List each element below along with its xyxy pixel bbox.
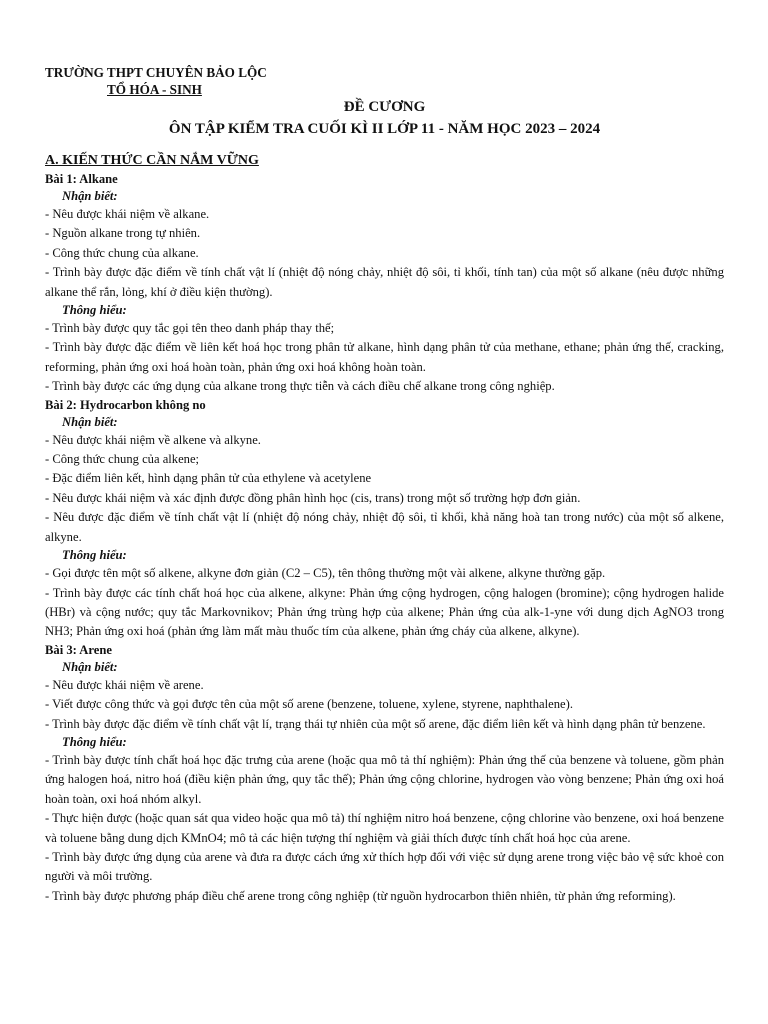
list-item: - Công thức chung của alkane. <box>45 245 199 260</box>
lesson-2-level-recognize: Nhận biết: <box>62 414 118 429</box>
lesson-3-level-understand: Thông hiểu: <box>62 734 127 749</box>
list-item: - Thực hiện được (hoặc quan sát qua video hoặc qua mô tả) thí nghiệm nitro hoá benzene, cộng chlorine vào benzene, oxi hoá benzene và toluene bằng dung dịch KMnO4; mô tả các hiện tượng thí nghiệm và giải thích được tính chất hoá học của arene. <box>45 811 724 845</box>
lesson-1-level-understand: Thông hiểu: <box>62 303 127 318</box>
list-item: - Trình bày được các ứng dụng của alkane trong thực tiễn và cách điều chế alkane trong công nghiệp. <box>45 379 555 394</box>
list-item: - Trình bày được tính chất hoá học đặc trưng của arene (hoặc qua mô tả thí nghiệm): Phản ứng thế của benzene và toluene, gồm phản ứng halogen hoá, nitro hoá (điều kiện phản ứng, quy tắc thế); Phản ứng cộng chlorine, hydrogen vào vòng benzene; Phản ứng oxi hoá hoàn toàn, oxi hoá nhóm alkyl. <box>45 752 724 806</box>
list-item: - Trình bày được quy tắc gọi tên theo danh pháp thay thế; <box>45 321 335 336</box>
document-subtitle: ÔN TẬP KIỂM TRA CUỐI KÌ II LỚP 11 - NĂM HỌC 2023 – 2024 <box>168 121 601 137</box>
lesson-2-title: Bài 2: Hydrocarbon không no <box>45 397 206 412</box>
list-item: - Nguồn alkane trong tự nhiên. <box>45 226 201 241</box>
lesson-1-level-recognize: Nhận biết: <box>62 189 118 203</box>
list-item: - Gọi được tên một số alkene, alkyne đơn giản (C2 – C5), tên thông thường một vài alkene, alkyne thường gặp. <box>45 566 606 581</box>
list-item: - Trình bày được các tính chất hoá học của alkene, alkyne: Phản ứng cộng hydrogen, cộng halogen (bromine); cộng hydrogen halide (HBr) và cộng nước; quy tắc Markovnikov; Phản ứng trùng hợp của alkene; Phản ứng của alk-1-yne với dung dịch AgNO3 trong NH3; Phản ứng oxi hoá (phản ứng làm mất màu thuốc tím của alkene, phản ứng cháy của alkene, alkyne). <box>45 585 724 639</box>
list-item: - Nêu được khái niệm về alkane. <box>45 207 210 221</box>
list-item: - Nêu được khái niệm và xác định được đồng phân hình học (cis, trans) trong một số trường hợp đơn giản. <box>45 490 581 505</box>
document-title: ĐỀ CƯƠNG <box>343 99 426 115</box>
school-name: TRƯỜNG THPT CHUYÊN BẢO LỘC <box>45 65 267 80</box>
section-heading-a: A. KIẾN THỨC CẦN NẮM VỮNG <box>45 153 259 168</box>
list-item: - Công thức chung của alkene; <box>45 452 200 467</box>
list-item: - Đặc điểm liên kết, hình dạng phân tử của ethylene và acetylene <box>45 471 372 486</box>
list-item: - Viết được công thức và gọi được tên của một số arene (benzene, toluene, xylene, styrene, naphthalene). <box>45 697 573 712</box>
list-item: - Nêu được đặc điểm về tính chất vật lí (nhiệt độ nóng chảy, nhiệt độ sôi, tỉ khối, khả năng hoà tan trong nước) của một số alkene, alkyne. <box>45 510 724 544</box>
list-item: - Trình bày được đặc điểm về tính chất vật lí, trạng thái tự nhiên của một số arene, đặc điểm liên kết và hình dạng phân tử benzene. <box>45 716 706 731</box>
lesson-2-level-understand: Thông hiểu: <box>62 548 127 563</box>
list-item: - Trình bày được ứng dụng của arene và đưa ra được cách ứng xử thích hợp đối với việc sử dụng arene trong việc bảo vệ sức khoẻ con người và môi trường. <box>45 849 724 884</box>
list-item: - Trình bày được phương pháp điều chế arene trong công nghiệp (từ nguồn hydrocarbon thiên nhiên, từ phản ứng reforming). <box>45 888 676 903</box>
list-item: - Trình bày được đặc điểm về liên kết hoá học trong phân tử alkane, hình dạng phân tử của methane, ethane; phản ứng thế, cracking, reforming, phản ứng oxi hoá hoàn toàn, phản ứng oxi hoá không hoàn toàn. <box>45 340 724 374</box>
list-item: - Trình bày được đặc điểm về tính chất vật lí (nhiệt độ nóng chảy, nhiệt độ sôi, tỉ khối, tính tan) của một số alkane (nêu được những alkane thể rắn, lỏng, khí ở điều kiện thường). <box>45 265 724 299</box>
lesson-1-title: Bài 1: Alkane <box>45 172 118 186</box>
department-name: TỔ HÓA - SINH <box>107 82 202 97</box>
list-item: - Nêu được khái niệm về alkene và alkyne. <box>45 432 261 447</box>
lesson-3-title: Bài 3: Arene <box>45 642 112 657</box>
lesson-3-level-recognize: Nhận biết: <box>62 659 118 674</box>
list-item: - Nêu được khái niệm về arene. <box>45 677 204 692</box>
